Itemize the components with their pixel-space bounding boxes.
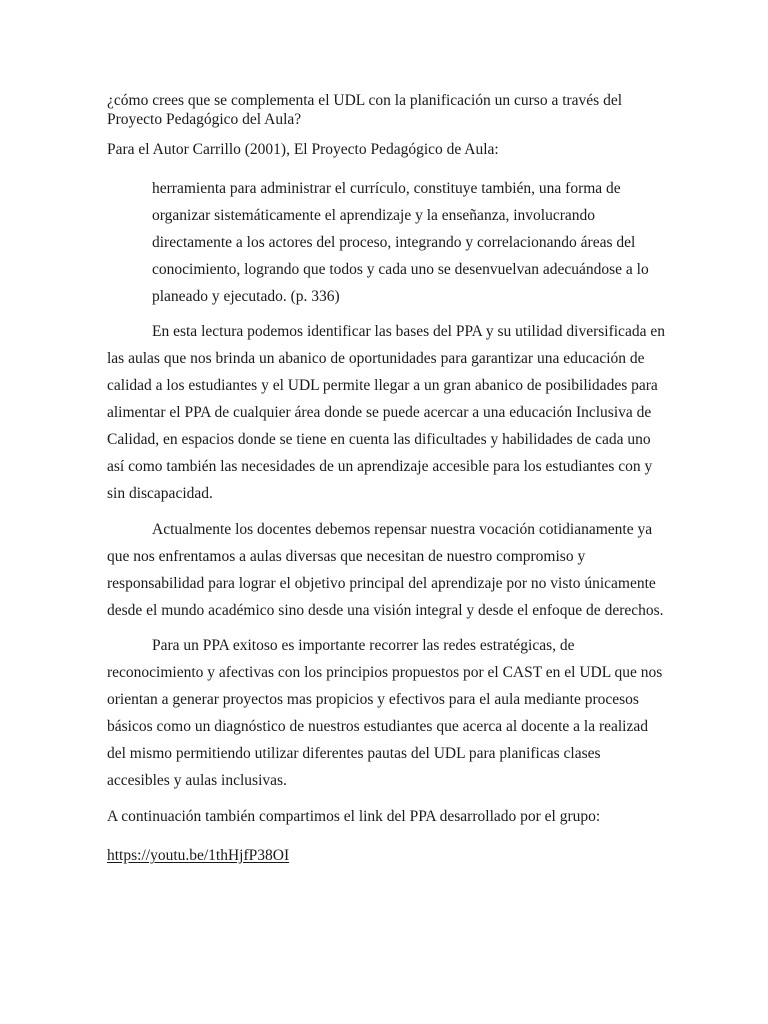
body-paragraph-1: En esta lectura podemos identificar las bases del PPA y su utilidad diversificada en las aulas que nos brinda un abanico de oportunidades para garantizar una educación de calidad a los estudiantes y el UDL permite llegar a un gran abanico de posibilidades para alimentar el PPA de cualquier área donde se puede acercar a una educación Inclusiva de Calidad, en espacios donde se tiene en cuenta las dificultades y habilidades de cada uno así como también las necesidades de un aprendizaje accesible para los estudiantes con y sin discapacidad. bbox=[107, 323, 665, 502]
intro-text: Para el Autor Carrillo (2001), El Proyecto Pedagógico de Aula: bbox=[107, 141, 499, 158]
block-quote: herramienta para administrar el currículo, constituye también, una forma de organizar sistemáticamente el aprendizaje y la enseñanza, involucrando directamente a los actores del proceso, integrando y correlacionando áreas del conocimiento, logrando que todos y cada uno se desenvuelvan adecuándose a lo planeado y ejecutado. (p. 336) bbox=[152, 180, 649, 305]
video-link[interactable]: https://youtu.be/1thHjfP38OI bbox=[107, 847, 290, 864]
closing-text: A continuación también compartimos el link del PPA desarrollado por el grupo: bbox=[107, 808, 601, 825]
body-paragraph-3: Para un PPA exitoso es importante recorrer las redes estratégicas, de reconocimiento y afectivas con los principios propuestos por el CAST en el UDL que nos orientan a generar proyectos mas propicios y efectivos para el aula mediante procesos básicos como un diagnóstico de nuestros estudiantes que acerca al docente a la realizad del mismo permitiendo utilizar diferentes pautas del UDL para planificas clases accesibles y aulas inclusivas. bbox=[107, 637, 663, 789]
link-line bbox=[107, 845, 667, 867]
question-heading: ¿cómo crees que se complementa el UDL con la planificación un curso a través del Proyecto Pedagógico del Aula? bbox=[107, 92, 623, 128]
body-paragraph-2: Actualmente los docentes debemos repensar nuestra vocación cotidianamente ya que nos enfrentamos a aulas diversas que necesitan de nuestro compromiso y responsabilidad para lograr el objetivo principal del aprendizaje por no visto únicamente desde el mundo académico sino desde una visión integral y desde el enfoque de derechos. bbox=[107, 521, 664, 619]
